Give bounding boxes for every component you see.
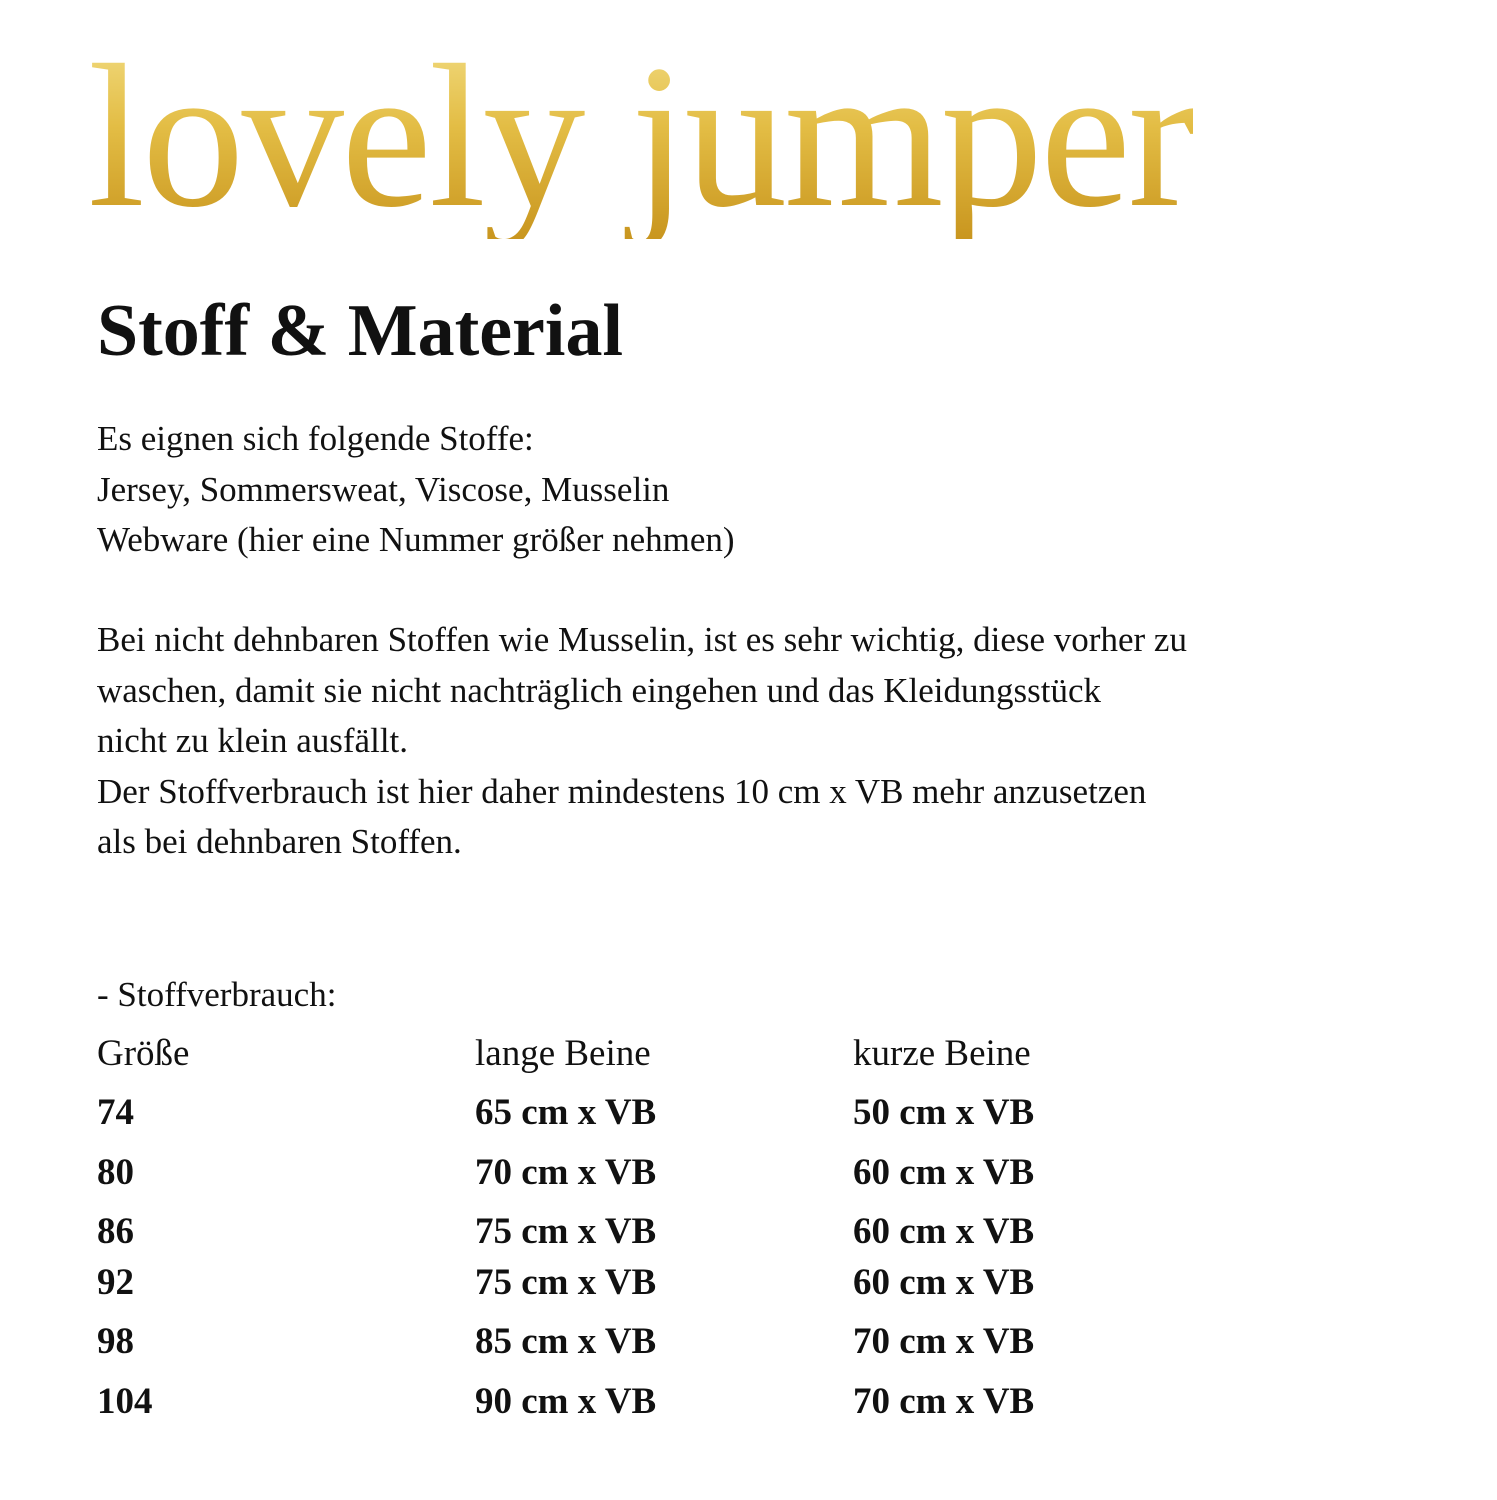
long-legs-cell: 85 cm x VB — [475, 1321, 657, 1362]
table-row — [0, 1320, 1497, 1364]
short-legs-cell: 60 cm x VB — [853, 1211, 1035, 1252]
paragraph-line: nicht zu klein ausfällt. — [97, 721, 409, 760]
short-legs-cell: 60 cm x VB — [853, 1152, 1035, 1193]
size-cell: 92 — [97, 1262, 134, 1303]
long-legs-cell: 75 cm x VB — [475, 1262, 657, 1303]
paragraph-line: Jersey, Sommersweat, Viscose, Musselin — [97, 469, 670, 509]
size-cell: 98 — [97, 1321, 134, 1362]
table-row — [0, 1261, 1497, 1305]
long-legs-cell: 70 cm x VB — [475, 1152, 657, 1193]
paragraph-line: Webware (hier eine Nummer größer nehmen) — [97, 520, 735, 559]
column-header-long-legs: lange Beine — [475, 1033, 651, 1074]
table-header-row — [0, 1032, 1497, 1076]
long-legs-cell: 90 cm x VB — [475, 1381, 657, 1422]
column-header-short-legs: kurze Beine — [853, 1033, 1031, 1074]
prewash-note-paragraph — [97, 615, 1187, 868]
paragraph-line: waschen, damit sie nicht nachträglich eingehen und das Kleidungsstück — [97, 670, 1102, 710]
table-row — [0, 1091, 1497, 1135]
suitable-fabrics-paragraph — [97, 414, 735, 566]
size-cell: 104 — [97, 1381, 153, 1422]
size-cell: 74 — [97, 1092, 134, 1133]
paragraph-line: als bei dehnbaren Stoffen. — [97, 822, 462, 861]
short-legs-cell: 50 cm x VB — [853, 1092, 1035, 1133]
long-legs-cell: 75 cm x VB — [475, 1211, 657, 1252]
long-legs-cell: 65 cm x VB — [475, 1092, 657, 1133]
short-legs-cell: 70 cm x VB — [853, 1321, 1035, 1362]
section-heading: Stoff & Material — [97, 290, 624, 372]
brand-title: lovely jumper — [88, 23, 1194, 250]
column-header-size: Größe — [97, 1033, 190, 1074]
table-row — [0, 1151, 1497, 1195]
paragraph-line: Bei nicht dehnbaren Stoffen wie Musselin, ist es sehr wichtig, diese vorher zu — [97, 620, 1187, 659]
paragraph-line: Es eignen sich folgende Stoffe: — [97, 419, 534, 458]
table-row — [0, 1210, 1497, 1254]
paragraph-line: Der Stoffverbrauch ist hier daher mindestens 10 cm x VB mehr anzusetzen — [97, 771, 1147, 811]
size-cell: 86 — [97, 1211, 134, 1252]
table-row — [0, 1380, 1497, 1424]
short-legs-cell: 60 cm x VB — [853, 1262, 1035, 1303]
consumption-label: - Stoffverbrauch: — [97, 975, 337, 1014]
short-legs-cell: 70 cm x VB — [853, 1381, 1035, 1422]
size-cell: 80 — [97, 1152, 134, 1193]
